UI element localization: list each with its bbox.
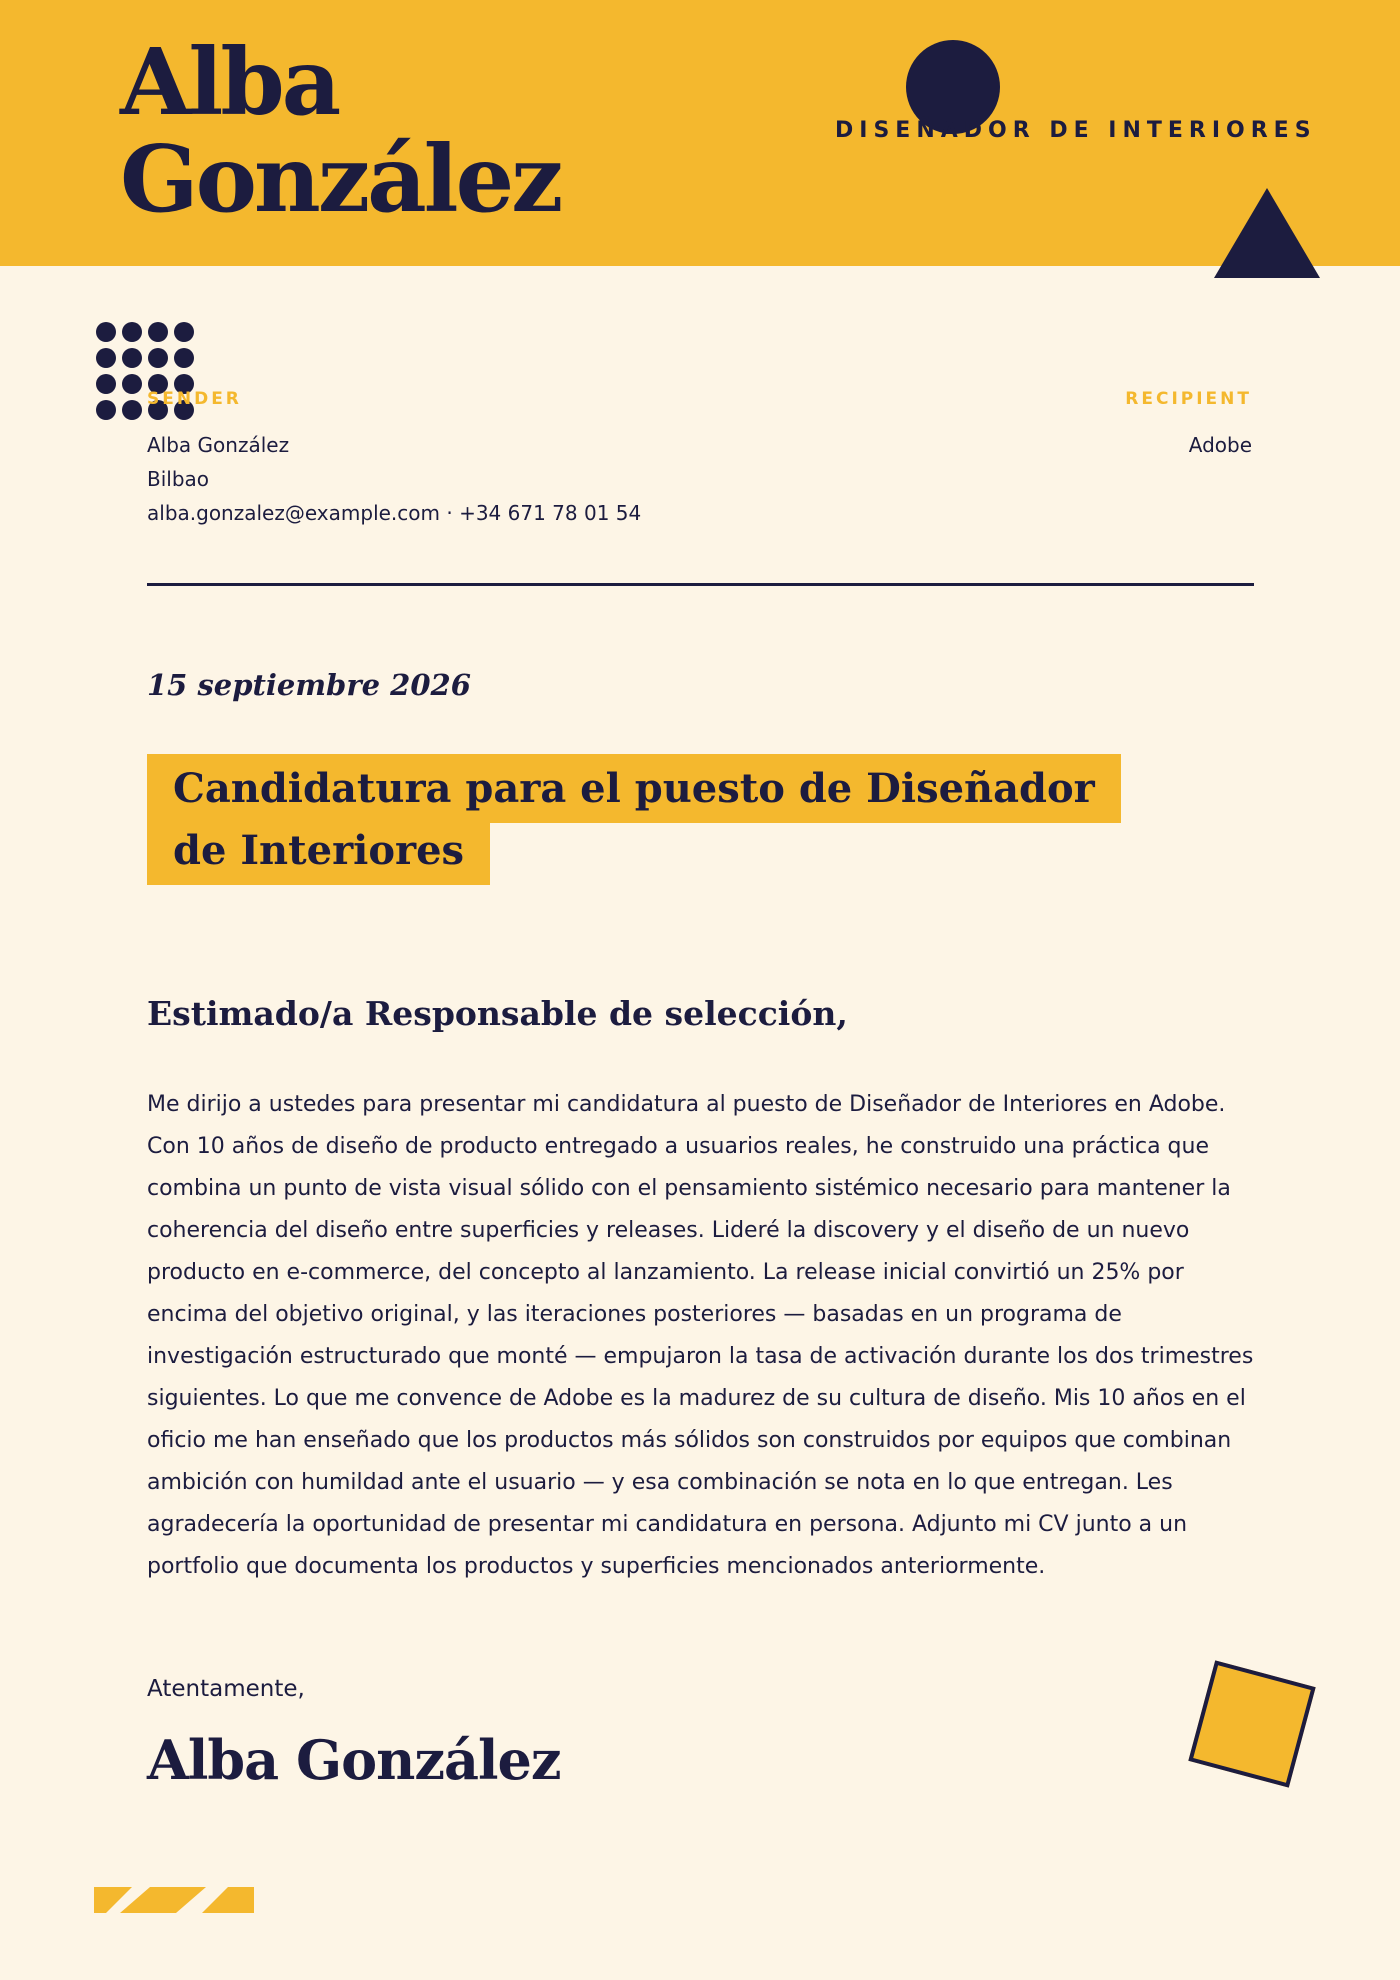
- subject-text: Candidatura para el puesto de Diseñador de Interiores: [147, 754, 1121, 885]
- last-name: González: [120, 125, 561, 233]
- letter-subject: [147, 758, 1147, 882]
- decorative-triangle: [1214, 188, 1320, 278]
- sender-contact: alba.gonzalez@example.com · +34 671 78 01 54: [147, 501, 642, 525]
- signature: Alba González: [147, 1728, 561, 1792]
- decorative-stripes: [94, 1887, 254, 1913]
- divider: [147, 583, 1254, 586]
- recipient-name: Adobe: [1188, 433, 1252, 457]
- first-name: Alba: [120, 28, 339, 136]
- header-band: [0, 0, 1400, 266]
- sender-city: Bilbao: [147, 467, 210, 491]
- applicant-name: [120, 28, 561, 233]
- sender-block: [147, 428, 641, 530]
- sender-name: Alba González: [147, 433, 290, 457]
- recipient-label: RECIPIENT: [1125, 389, 1252, 409]
- letter-date: 15 septiembre 2026: [147, 668, 471, 702]
- letter-body: Me dirijo a ustedes para presentar mi candidatura al puesto de Diseñador de Interiores en Adobe. Con 10 años de diseño de producto entregado a usuarios reales, he construido una práctica que combina un punto de vista visual sólido con el pensamiento sistémico necesario para mantener la coherencia del diseño entre superficies y releases. Lideré la discovery y el diseño de un nuevo producto en e-commerce, del concepto al lanzamiento. La release inicial convirtió un 25% por encima del objetivo original, y las iteraciones posteriores — basadas en un programa de investigación estructurado que monté — empujaron la tasa de activación durante los dos trimestres siguientes. Lo que me convence de Adobe es la madurez de su cultura de diseño. Mis 10 años en el oficio me han enseñado que los productos más sólidos son construidos por equipos que combinan ambición con humildad ante el usuario — y esa combinación se nota en lo que entregan. Les agradecería la oportunidad de presentar mi candidatura en persona. Adjunto mi CV junto a un portfolio que documenta los productos y superficies mencionados anteriormente.: [147, 1092, 1254, 1579]
- sender-label: SENDER: [147, 389, 242, 409]
- closing: Atentamente,: [147, 1676, 305, 1702]
- job-role: DISEÑADOR DE INTERIORES: [835, 118, 1317, 143]
- salutation: Estimado/a Responsable de selección,: [147, 994, 848, 1033]
- decorative-square: [1188, 1660, 1315, 1787]
